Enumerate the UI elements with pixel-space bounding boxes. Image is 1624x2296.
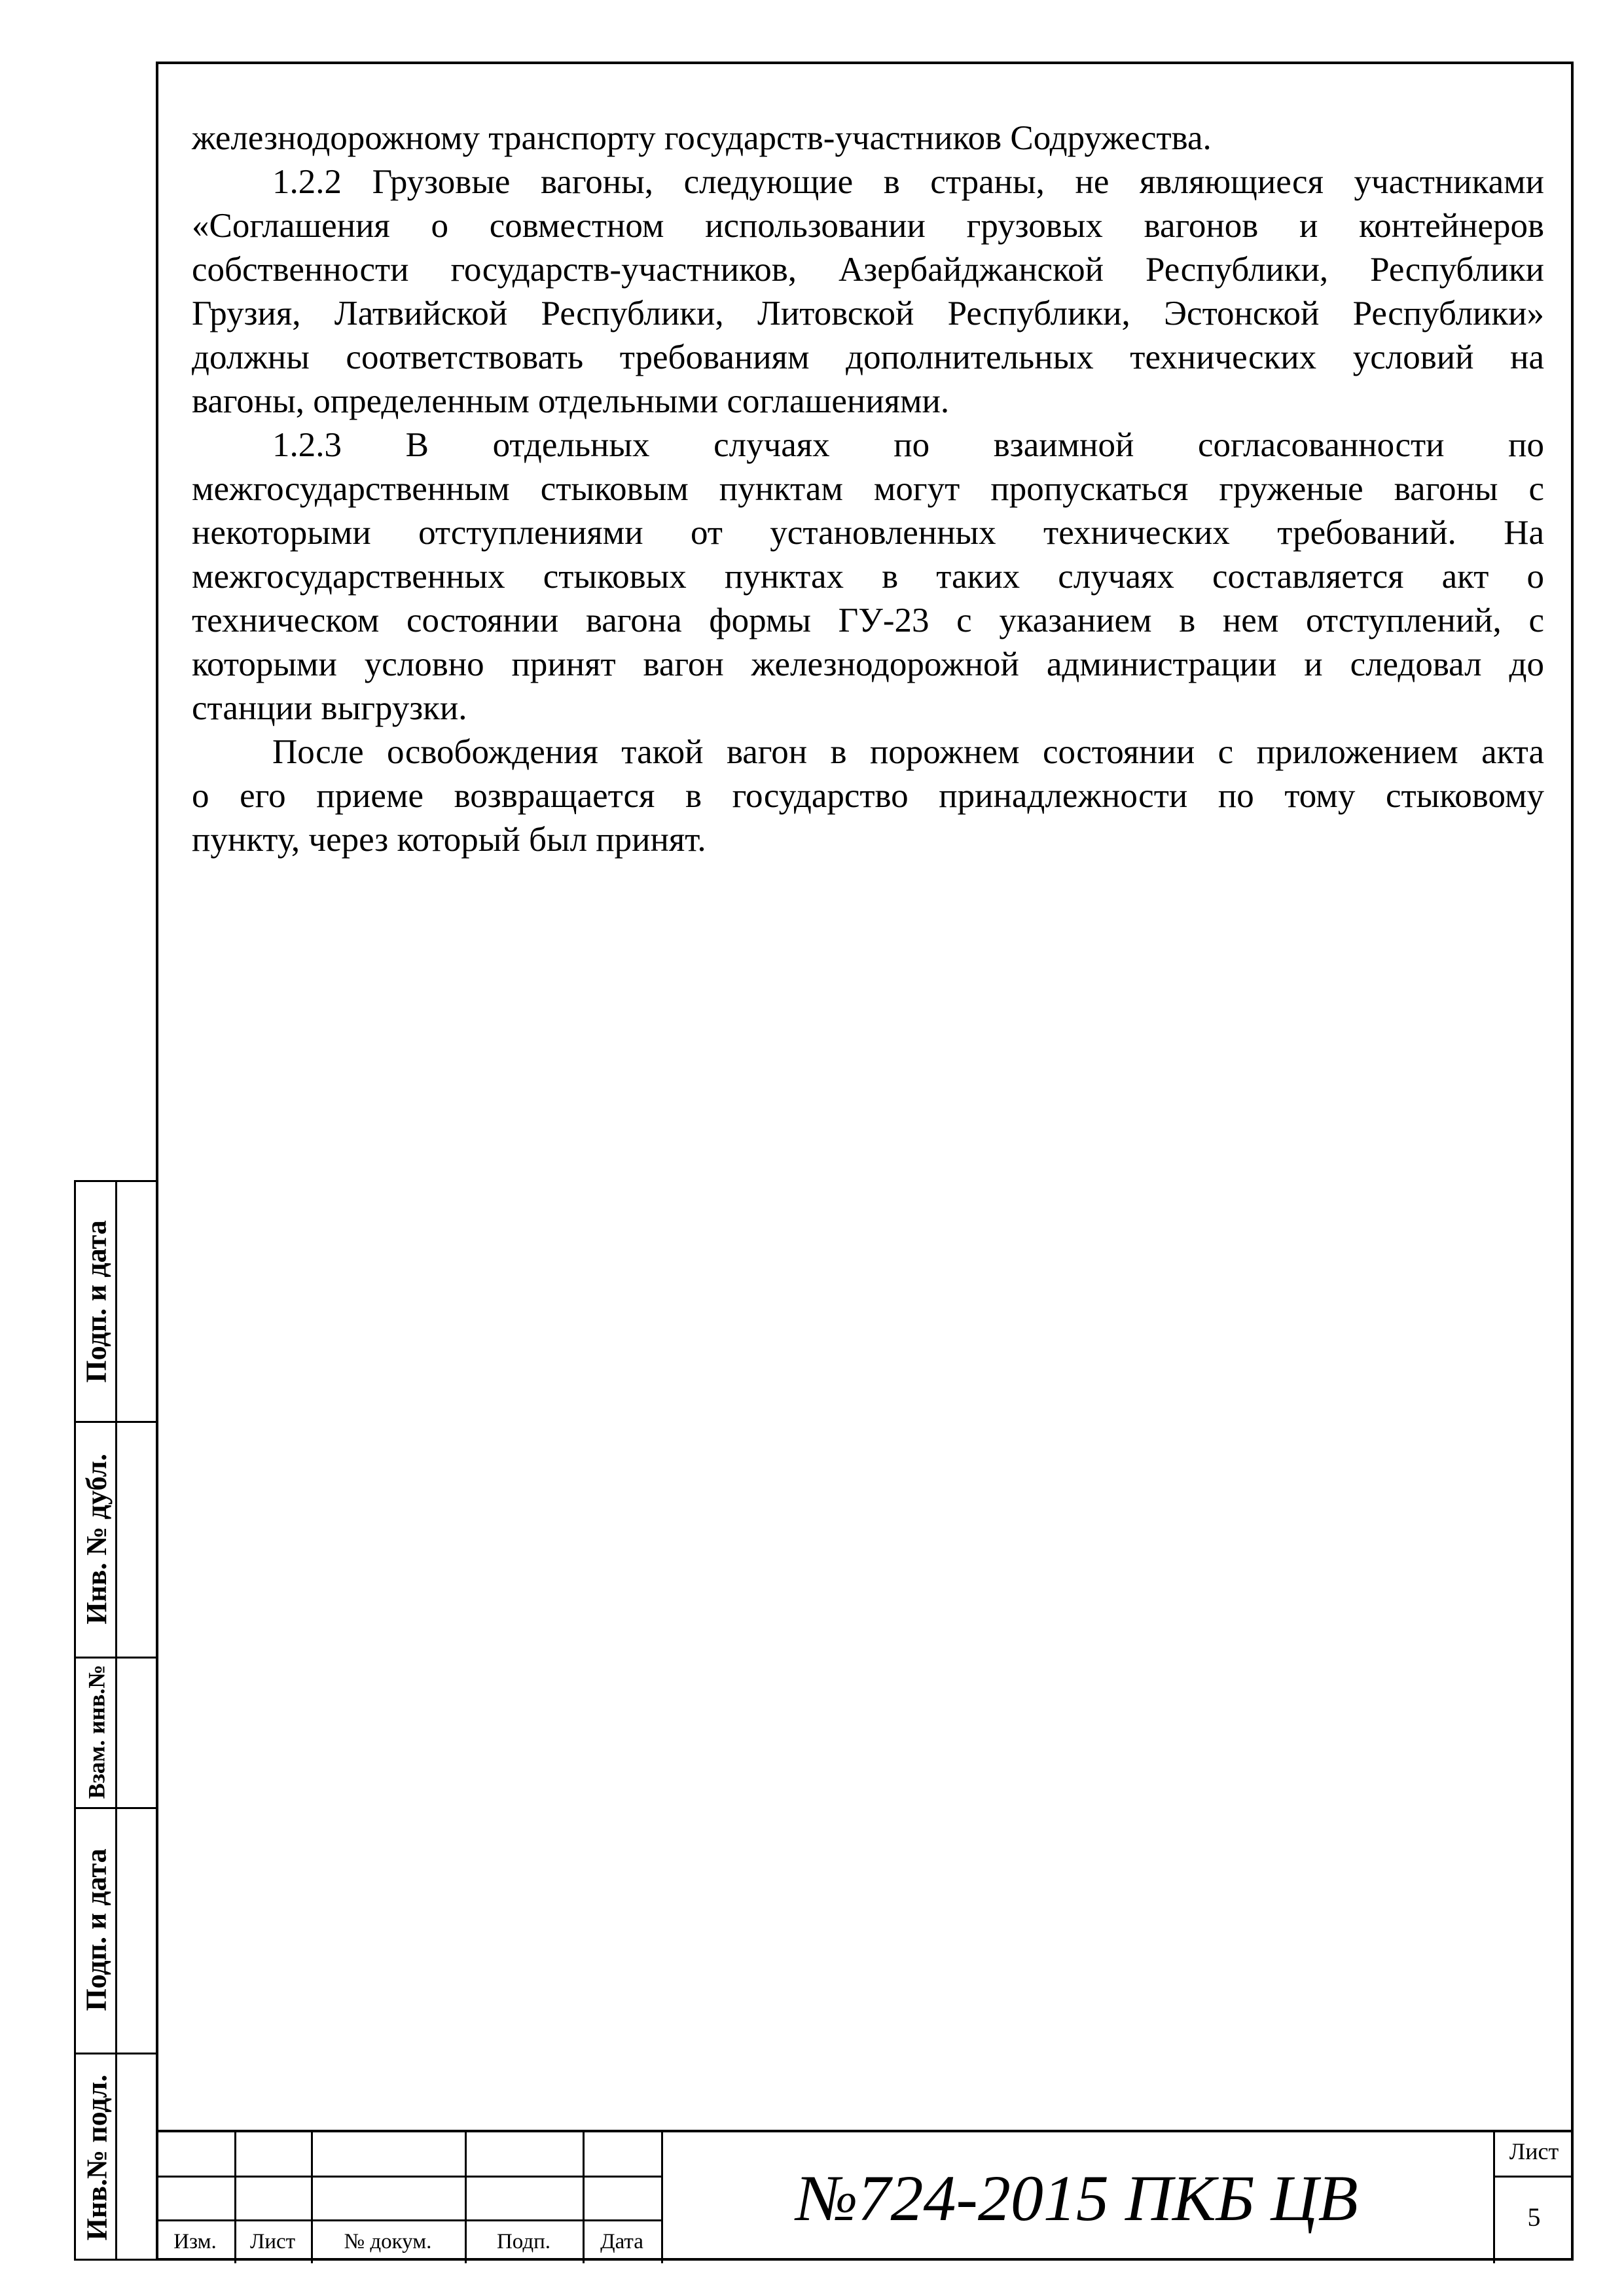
text-line: техническом состоянии вагона формы ГУ-23 с указанием в нем отступлений, с (192, 601, 1544, 639)
text-line: станции выгрузки. (192, 689, 467, 727)
sheet-number: 5 (1527, 2202, 1541, 2232)
text-line: пункту, через который был принят. (192, 821, 706, 859)
text-line: 1.2.2 Грузовые вагоны, следующие в страны, не являющиеся участниками (272, 163, 1544, 201)
text-line: некоторыми отступлениями от установленных технических требований. На (192, 514, 1544, 552)
sheet-label: Лист (1509, 2138, 1559, 2164)
col-header-signature: Подп. (496, 2229, 551, 2253)
text-line: «Соглашения о совместном использовании грузовых вагонов и контейнеров (192, 207, 1544, 245)
side-label-sign-date: Подп. и дата (81, 1220, 113, 1383)
title-block (156, 2130, 1574, 2261)
text-line: вагоны, определенным отдельными соглашениями. (192, 382, 950, 420)
text-line: железнодорожному транспорту государств-участников Содружества. (192, 119, 1212, 157)
body-text (192, 117, 1544, 862)
col-header-date: Дата (600, 2229, 643, 2253)
side-label-sign-date-2: Подп. и дата (81, 1848, 113, 2011)
text-line: Грузия, Латвийской Республики, Литовской Республики, Эстонской Республики» (192, 295, 1544, 332)
text-line: межгосударственным стыковым пунктам могут пропускаться груженые вагоны с (192, 470, 1544, 508)
text-line: которыми условно принят вагон железнодорожной администрации и следовал до (192, 645, 1544, 683)
side-label-dup-inv: Инв. № дубл. (81, 1453, 113, 1624)
text-line: После освобождения такой вагон в порожнем состоянии с приложением акта (272, 733, 1544, 771)
text-line: 1.2.3 В отдельных случаях по взаимной согласованности по (272, 426, 1544, 464)
col-header-doc-number: № докум. (344, 2229, 432, 2253)
side-label-orig-inv: Инв.№ подл. (81, 2074, 113, 2241)
text-line: о его приеме возвращается в государство принадлежности по тому стыковому (192, 777, 1544, 815)
col-header-change: Изм. (173, 2229, 217, 2253)
text-line: должны соответствовать требованиям дополнительных технических условий на (192, 338, 1544, 376)
text-line: межгосударственных стыковых пунктах в таких случаях составляется акт о (192, 558, 1544, 596)
side-strip (74, 1180, 156, 2261)
document-number: №724-2015 ПКБ ЦВ (796, 2161, 1358, 2234)
side-label-replace-inv: Взам. инв.№ (83, 1664, 110, 1799)
title-block-divider (156, 2176, 661, 2178)
col-header-sheet: Лист (249, 2229, 296, 2253)
text-line: собственности государств-участников, Азербайджанской Республики, Республики (192, 251, 1544, 289)
